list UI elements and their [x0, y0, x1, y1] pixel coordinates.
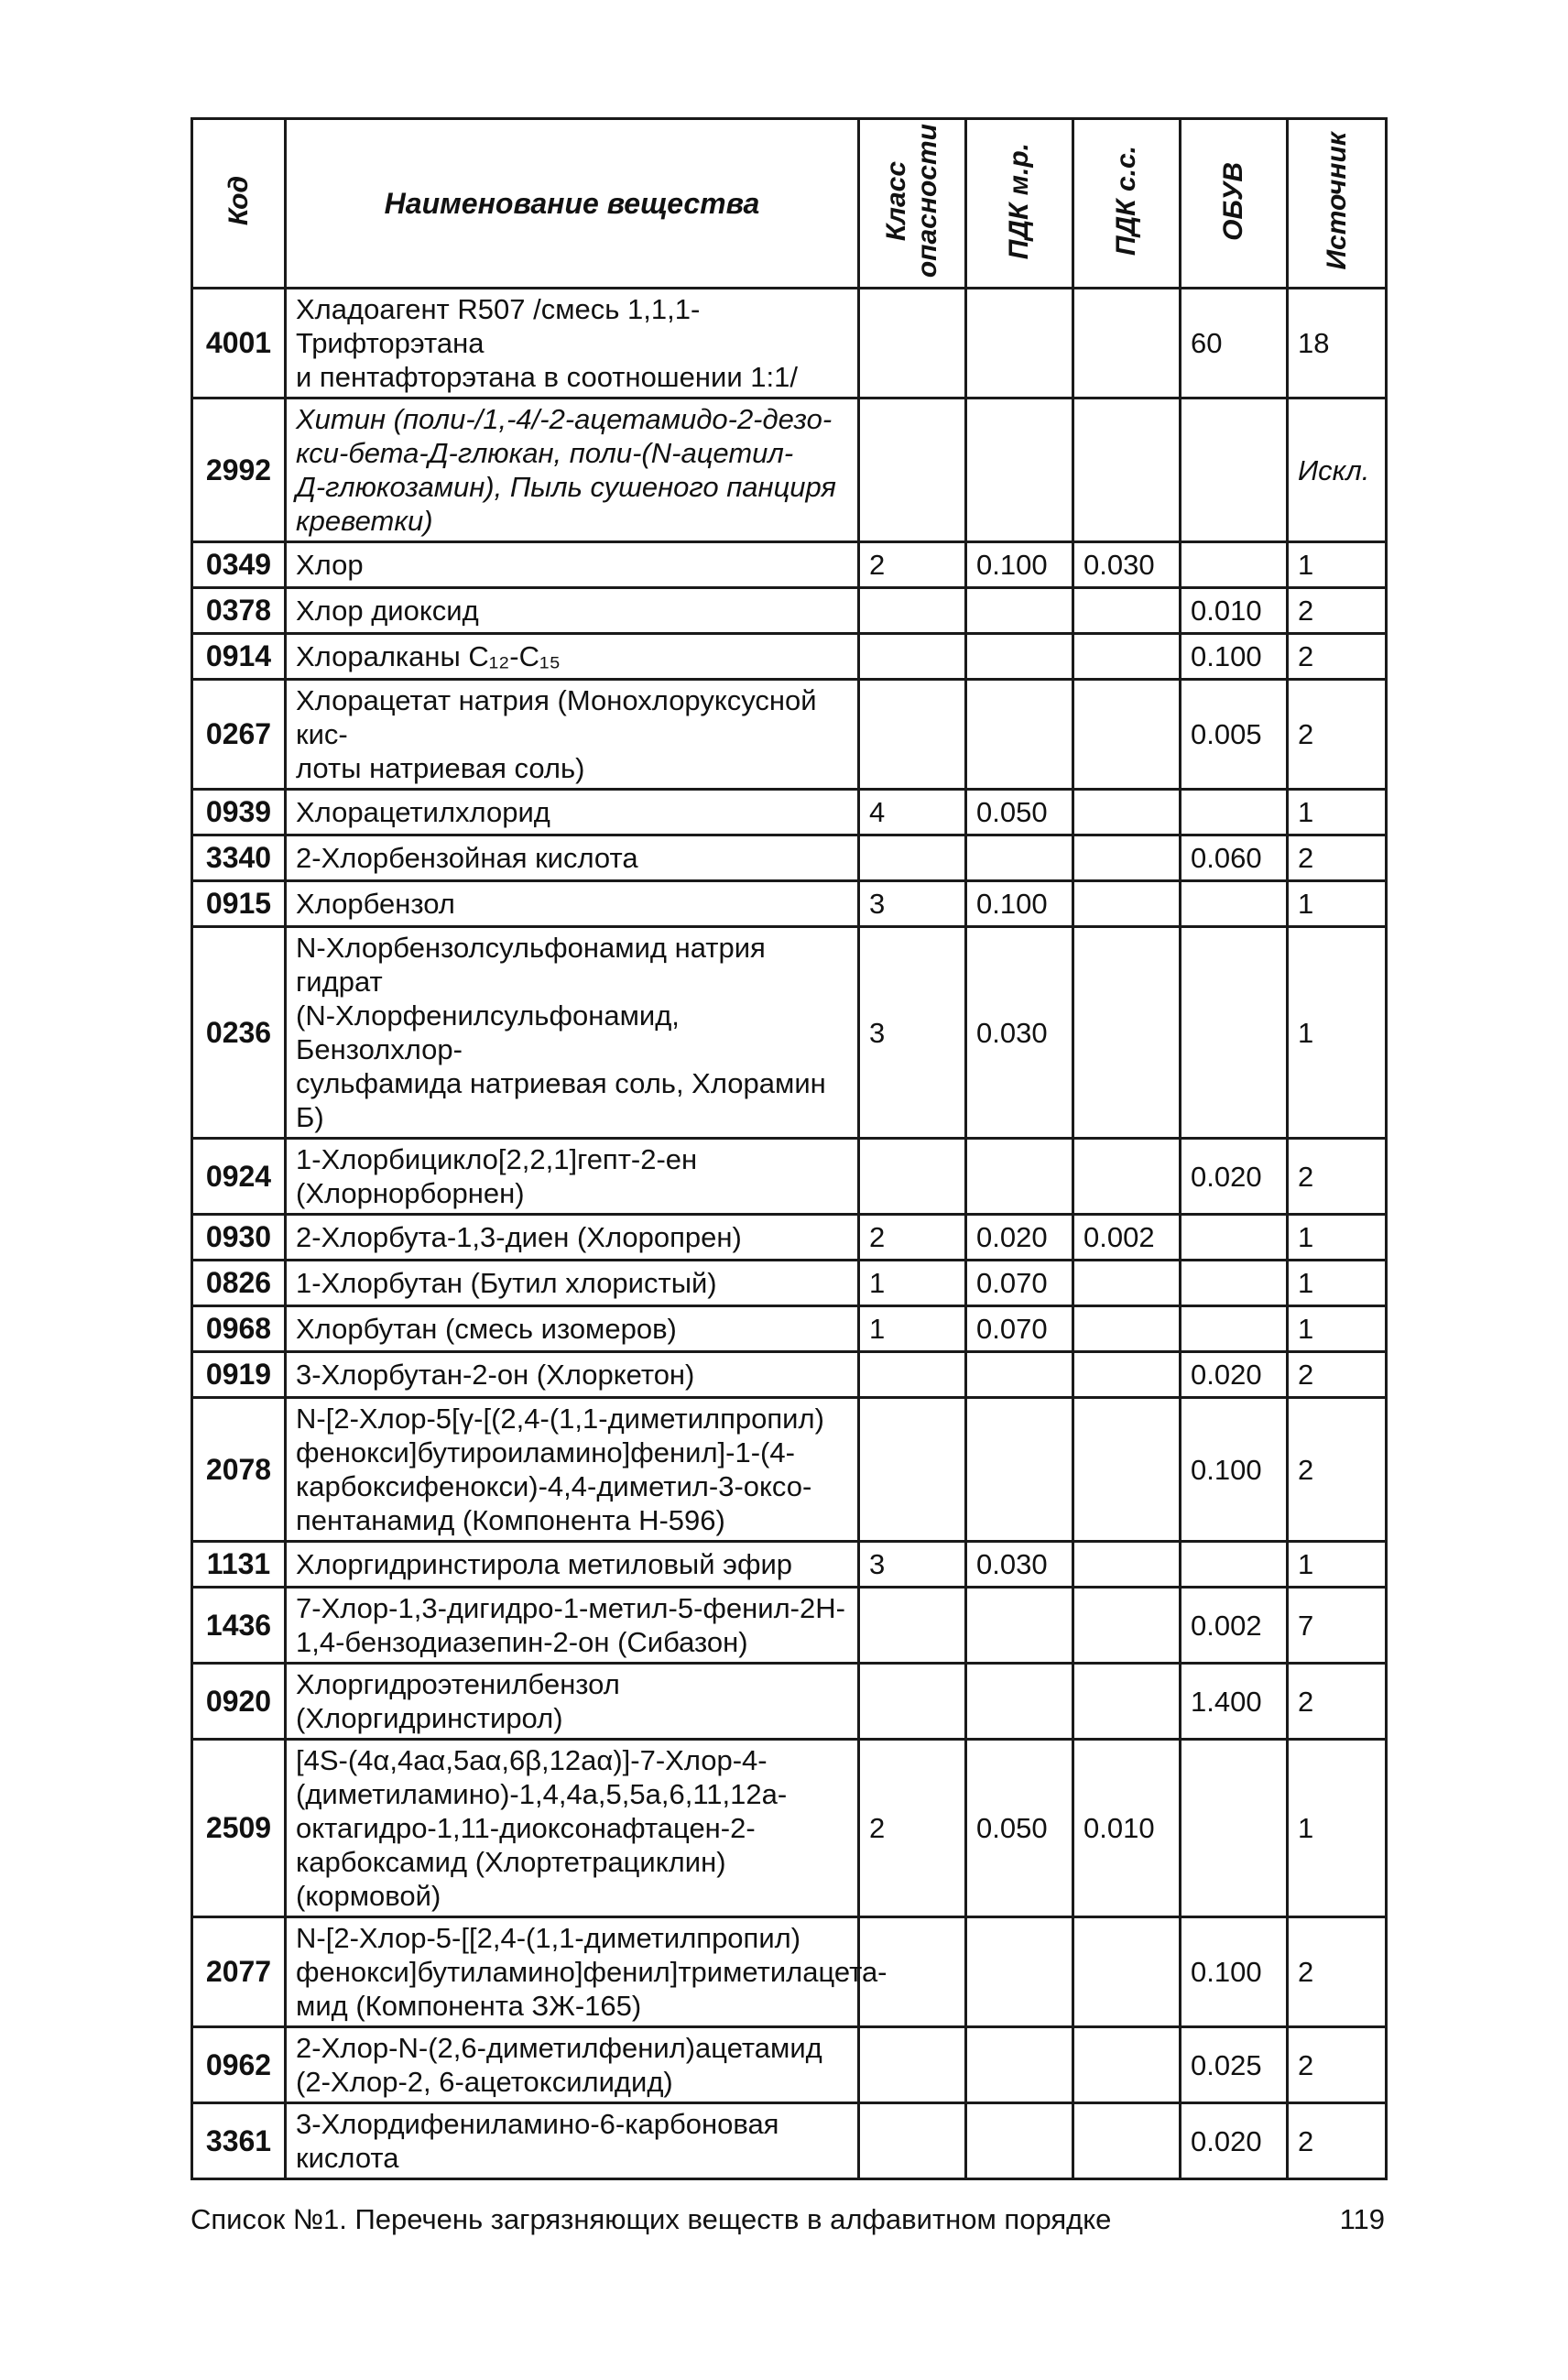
- table-row: [192, 542, 1387, 588]
- row-source: 1: [1288, 790, 1387, 835]
- row-pdk-ss: [1073, 1398, 1181, 1542]
- row-name: [286, 542, 859, 588]
- row-pdk-ss: [1073, 1588, 1181, 1664]
- row-obuv: [1181, 881, 1288, 927]
- name-line: 2-Хлорбута-1,3-диен (Хлоропрен): [296, 1221, 742, 1253]
- row-pdk-mr: 0.070: [966, 1306, 1073, 1352]
- row-name: [286, 1542, 859, 1588]
- row-hazard-class: 3: [859, 1542, 966, 1588]
- row-pdk-ss: 0.002: [1073, 1215, 1181, 1261]
- row-code: 2077: [192, 1917, 286, 2027]
- table-body: [192, 289, 1387, 2179]
- row-pdk-ss: [1073, 398, 1181, 542]
- name-line: N-[2-Хлор-5-[[2,4-(1,1-диметилпропил): [296, 1922, 801, 1954]
- table-row: [192, 634, 1387, 680]
- row-hazard-class: [859, 835, 966, 881]
- table-row: [192, 790, 1387, 835]
- row-pdk-mr: [966, 634, 1073, 680]
- row-code: 1131: [192, 1542, 286, 1588]
- table-row: [192, 398, 1387, 542]
- table-row: [192, 1352, 1387, 1398]
- header-pdk-ss: ПДК с.с.: [1073, 119, 1181, 289]
- row-pdk-ss: [1073, 790, 1181, 835]
- name-line: (диметиламино)-1,4,4a,5,5a,6,11,12a-: [296, 1778, 788, 1810]
- row-pdk-ss: [1073, 1352, 1181, 1398]
- row-obuv: 0.100: [1181, 1398, 1288, 1542]
- row-code: 3340: [192, 835, 286, 881]
- name-line: 2-Хлор-N-(2,6-диметилфенил)ацетамид: [296, 2032, 822, 2064]
- row-source: Искл.: [1288, 398, 1387, 542]
- header-pdk-mr: ПДК м.р.: [966, 119, 1073, 289]
- header-row: [192, 119, 1387, 289]
- header-name: Наименование вещества: [286, 119, 859, 289]
- row-obuv: [1181, 1306, 1288, 1352]
- table-row: [192, 1398, 1387, 1542]
- row-pdk-mr: [966, 2027, 1073, 2103]
- name-line: (Хлорнорборнен): [296, 1177, 525, 1209]
- name-line: 3-Хлорбутан-2-он (Хлоркетон): [296, 1359, 695, 1391]
- name-line: (Хлоргидринстирол): [296, 1702, 563, 1734]
- row-hazard-class: [859, 588, 966, 634]
- row-obuv: [1181, 790, 1288, 835]
- row-hazard-class: [859, 1664, 966, 1740]
- row-obuv: [1181, 398, 1288, 542]
- row-pdk-mr: [966, 1352, 1073, 1398]
- table-row: [192, 1306, 1387, 1352]
- row-name: [286, 1664, 859, 1740]
- row-pdk-ss: [1073, 1664, 1181, 1740]
- name-line: мид (Компонента ЗЖ-165): [296, 1990, 642, 2022]
- row-source: 1: [1288, 1215, 1387, 1261]
- row-name: [286, 1261, 859, 1306]
- name-line: пентанамид (Компонента Н-596): [296, 1504, 725, 1536]
- name-line: лоты натриевая соль): [296, 752, 585, 784]
- row-name: [286, 2027, 859, 2103]
- row-obuv: [1181, 1740, 1288, 1917]
- row-source: 1: [1288, 542, 1387, 588]
- row-obuv: [1181, 542, 1288, 588]
- name-line: Хлоралканы С₁₂-С₁₅: [296, 640, 561, 672]
- name-line: 2-Хлорбензойная кислота: [296, 842, 638, 874]
- row-pdk-ss: [1073, 2027, 1181, 2103]
- row-code: 0930: [192, 1215, 286, 1261]
- row-code: 0914: [192, 634, 286, 680]
- row-pdk-ss: 0.030: [1073, 542, 1181, 588]
- name-line: (2-Хлор-2, 6-ацетоксилидид): [296, 2066, 673, 2098]
- row-source: 7: [1288, 1588, 1387, 1664]
- row-source: 1: [1288, 1740, 1387, 1917]
- row-pdk-ss: [1073, 2103, 1181, 2179]
- row-name: [286, 289, 859, 398]
- name-line: 1-Хлорбутан (Бутил хлористый): [296, 1267, 717, 1299]
- row-name: [286, 1306, 859, 1352]
- row-pdk-mr: 0.030: [966, 1542, 1073, 1588]
- row-code: 0939: [192, 790, 286, 835]
- table-row: [192, 680, 1387, 790]
- row-pdk-mr: [966, 1588, 1073, 1664]
- row-obuv: 0.020: [1181, 1139, 1288, 1215]
- row-obuv: 0.020: [1181, 2103, 1288, 2179]
- row-code: 0920: [192, 1664, 286, 1740]
- row-name: [286, 835, 859, 881]
- row-obuv: 0.025: [1181, 2027, 1288, 2103]
- table-row: [192, 1664, 1387, 1740]
- row-code: 2992: [192, 398, 286, 542]
- row-source: 1: [1288, 1306, 1387, 1352]
- name-line: Хладоагент R507 /смесь 1,1,1-Трифторэтана: [296, 293, 701, 359]
- name-line: креветки): [296, 505, 433, 537]
- name-line: N-[2-Хлор-5[γ-[(2,4-(1,1-диметилпропил): [296, 1403, 824, 1435]
- row-name: [286, 634, 859, 680]
- name-line: N-Хлорбензолсульфонамид натрия гидрат: [296, 932, 766, 998]
- name-line: 7-Хлор-1,3-дигидро-1-метил-5-фенил-2Н-: [296, 1592, 845, 1624]
- row-hazard-class: 2: [859, 1215, 966, 1261]
- row-pdk-ss: [1073, 835, 1181, 881]
- row-hazard-class: 2: [859, 1740, 966, 1917]
- row-hazard-class: [859, 2103, 966, 2179]
- name-line: (N-Хлорфенилсульфонамид, Бензолхлор-: [296, 999, 680, 1065]
- row-pdk-ss: [1073, 881, 1181, 927]
- row-name: [286, 398, 859, 542]
- row-hazard-class: 3: [859, 927, 966, 1139]
- name-line: [4S-(4α,4aα,5aα,6β,12aα)]-7-Хлор-4-: [296, 1744, 768, 1776]
- row-hazard-class: [859, 1352, 966, 1398]
- row-pdk-mr: 0.050: [966, 1740, 1073, 1917]
- name-line: карбоксамид (Хлортетрациклин) (кормовой): [296, 1846, 726, 1912]
- name-line: 1,4-бензодиазепин-2-он (Сибазон): [296, 1626, 748, 1658]
- row-pdk-mr: 0.100: [966, 881, 1073, 927]
- row-source: 1: [1288, 927, 1387, 1139]
- row-pdk-mr: 0.070: [966, 1261, 1073, 1306]
- row-pdk-ss: [1073, 1917, 1181, 2027]
- row-hazard-class: 2: [859, 542, 966, 588]
- table-row: [192, 2103, 1387, 2179]
- row-code: 0378: [192, 588, 286, 634]
- table-row: [192, 2027, 1387, 2103]
- row-source: 2: [1288, 634, 1387, 680]
- row-name: [286, 1215, 859, 1261]
- row-obuv: 0.100: [1181, 634, 1288, 680]
- name-line: Хлорбензол: [296, 888, 455, 920]
- row-code: 0962: [192, 2027, 286, 2103]
- header-hazard-class: Класс опасности: [859, 119, 966, 289]
- table-row: [192, 289, 1387, 398]
- row-code: 0349: [192, 542, 286, 588]
- name-line: 1-Хлорбицикло[2,2,1]гепт-2-ен: [296, 1143, 698, 1175]
- row-obuv: 0.010: [1181, 588, 1288, 634]
- name-line: и пентафторэтана в соотношении 1:1/: [296, 361, 798, 393]
- row-name: [286, 680, 859, 790]
- name-line: фенокси]бутиламино]фенил]триметилацета-: [296, 1956, 887, 1988]
- row-pdk-ss: [1073, 289, 1181, 398]
- substances-table: [191, 117, 1388, 2180]
- row-pdk-mr: 0.050: [966, 790, 1073, 835]
- row-source: 2: [1288, 680, 1387, 790]
- name-line: Хлорбутан (смесь изомеров): [296, 1313, 677, 1345]
- row-hazard-class: [859, 680, 966, 790]
- row-pdk-ss: [1073, 1139, 1181, 1215]
- row-hazard-class: [859, 1139, 966, 1215]
- row-obuv: [1181, 1542, 1288, 1588]
- row-hazard-class: [859, 2027, 966, 2103]
- row-obuv: [1181, 1215, 1288, 1261]
- row-pdk-mr: [966, 1664, 1073, 1740]
- name-line: Хлор диоксид: [296, 595, 479, 627]
- row-pdk-mr: [966, 588, 1073, 634]
- row-code: 1436: [192, 1588, 286, 1664]
- row-source: 2: [1288, 588, 1387, 634]
- row-name: [286, 1917, 887, 2027]
- row-pdk-mr: [966, 289, 1073, 398]
- row-pdk-mr: [966, 2103, 1073, 2179]
- row-obuv: 0.100: [1181, 1917, 1288, 2027]
- row-pdk-mr: 0.030: [966, 927, 1073, 1139]
- row-obuv: 0.020: [1181, 1352, 1288, 1398]
- row-source: 1: [1288, 881, 1387, 927]
- header-source: Источник: [1288, 119, 1387, 289]
- row-code: 0919: [192, 1352, 286, 1398]
- name-line: Хлоргидринстирола метиловый эфир: [296, 1548, 793, 1580]
- row-hazard-class: 1: [859, 1261, 966, 1306]
- name-line: Хлорацетат натрия (Монохлоруксусной кис-: [296, 684, 817, 750]
- row-code: 0915: [192, 881, 286, 927]
- row-code: 2078: [192, 1398, 286, 1542]
- table-row: [192, 881, 1387, 927]
- name-line: Хитин (поли-/1,-4/-2-ацетамидо-2-дезо-: [296, 403, 833, 435]
- row-name: [286, 1139, 859, 1215]
- row-pdk-mr: [966, 1917, 1073, 2027]
- table-row: [192, 1215, 1387, 1261]
- row-source: 2: [1288, 1917, 1387, 2027]
- row-pdk-ss: [1073, 1306, 1181, 1352]
- row-obuv: 60: [1181, 289, 1288, 398]
- footer-caption: Список №1. Перечень загрязняющих веществ в алфавитном порядке: [191, 2203, 1112, 2235]
- table-row: [192, 1740, 1387, 1917]
- row-code: 3361: [192, 2103, 286, 2179]
- row-obuv: 0.005: [1181, 680, 1288, 790]
- row-pdk-mr: [966, 1139, 1073, 1215]
- row-source: 1: [1288, 1261, 1387, 1306]
- row-source: 2: [1288, 1664, 1387, 1740]
- name-line: октагидро-1,11-диоксонафтацен-2-: [296, 1812, 756, 1844]
- row-obuv: 1.400: [1181, 1664, 1288, 1740]
- row-pdk-mr: [966, 680, 1073, 790]
- row-code: 0236: [192, 927, 286, 1139]
- row-obuv: 0.060: [1181, 835, 1288, 881]
- row-obuv: 0.002: [1181, 1588, 1288, 1664]
- row-hazard-class: [859, 1398, 966, 1542]
- row-source: 2: [1288, 1139, 1387, 1215]
- header-obuv: ОБУВ: [1181, 119, 1288, 289]
- row-name: [286, 1588, 859, 1664]
- name-line: Д-глюкозамин), Пыль сушеного панциря: [296, 471, 836, 503]
- row-source: 2: [1288, 835, 1387, 881]
- row-name: [286, 1740, 859, 1917]
- table-row: [192, 1917, 1387, 2027]
- row-code: 0826: [192, 1261, 286, 1306]
- table-row: [192, 927, 1387, 1139]
- row-hazard-class: 4: [859, 790, 966, 835]
- row-source: 2: [1288, 2027, 1387, 2103]
- row-pdk-mr: 0.020: [966, 1215, 1073, 1261]
- row-pdk-ss: [1073, 1261, 1181, 1306]
- row-code: 4001: [192, 289, 286, 398]
- row-hazard-class: [859, 289, 966, 398]
- row-name: [286, 1352, 859, 1398]
- row-hazard-class: 3: [859, 881, 966, 927]
- name-line: Хлорацетилхлорид: [296, 796, 550, 828]
- page-footer: [191, 2203, 1385, 2236]
- page-number: 119: [1339, 2203, 1385, 2235]
- row-name: [286, 881, 859, 927]
- row-hazard-class: [859, 398, 966, 542]
- row-name: [286, 588, 859, 634]
- name-line: Хлоргидроэтенилбензол: [296, 1668, 620, 1700]
- row-name: [286, 790, 859, 835]
- name-line: Хлор: [296, 549, 364, 581]
- row-pdk-ss: [1073, 680, 1181, 790]
- row-pdk-ss: [1073, 927, 1181, 1139]
- row-name: [286, 927, 859, 1139]
- row-hazard-class: [859, 1588, 966, 1664]
- row-pdk-ss: [1073, 634, 1181, 680]
- row-source: 1: [1288, 1542, 1387, 1588]
- name-line: кси-бета-Д-глюкан, поли-(N-ацетил-: [296, 437, 794, 469]
- table-row: [192, 1139, 1387, 1215]
- row-code: 2509: [192, 1740, 286, 1917]
- row-obuv: [1181, 1261, 1288, 1306]
- table-row: [192, 835, 1387, 881]
- row-obuv: [1181, 927, 1288, 1139]
- row-hazard-class: [859, 634, 966, 680]
- row-source: 2: [1288, 1352, 1387, 1398]
- row-pdk-ss: [1073, 588, 1181, 634]
- row-pdk-mr: 0.100: [966, 542, 1073, 588]
- row-source: 2: [1288, 1398, 1387, 1542]
- row-name: [286, 1398, 859, 1542]
- name-line: фенокси]бутироиламино]фенил]-1-(4-: [296, 1436, 795, 1468]
- row-name: [286, 2103, 859, 2179]
- name-line: 3-Хлордифениламино-6-карбоновая кислота: [296, 2108, 779, 2174]
- row-code: 0924: [192, 1139, 286, 1215]
- table-row: [192, 588, 1387, 634]
- table-row: [192, 1542, 1387, 1588]
- row-source: 2: [1288, 2103, 1387, 2179]
- row-pdk-mr: [966, 398, 1073, 542]
- row-hazard-class: 1: [859, 1306, 966, 1352]
- row-pdk-ss: [1073, 1542, 1181, 1588]
- row-code: 0968: [192, 1306, 286, 1352]
- row-pdk-ss: 0.010: [1073, 1740, 1181, 1917]
- row-code: 0267: [192, 680, 286, 790]
- header-code: Код: [192, 119, 286, 289]
- table-row: [192, 1261, 1387, 1306]
- row-pdk-mr: [966, 1398, 1073, 1542]
- name-line: сульфамида натриевая соль, Хлорамин Б): [296, 1067, 826, 1133]
- name-line: карбоксифенокси)-4,4-диметил-3-оксо-: [296, 1470, 812, 1502]
- table-row: [192, 1588, 1387, 1664]
- row-source: 18: [1288, 289, 1387, 398]
- row-pdk-mr: [966, 835, 1073, 881]
